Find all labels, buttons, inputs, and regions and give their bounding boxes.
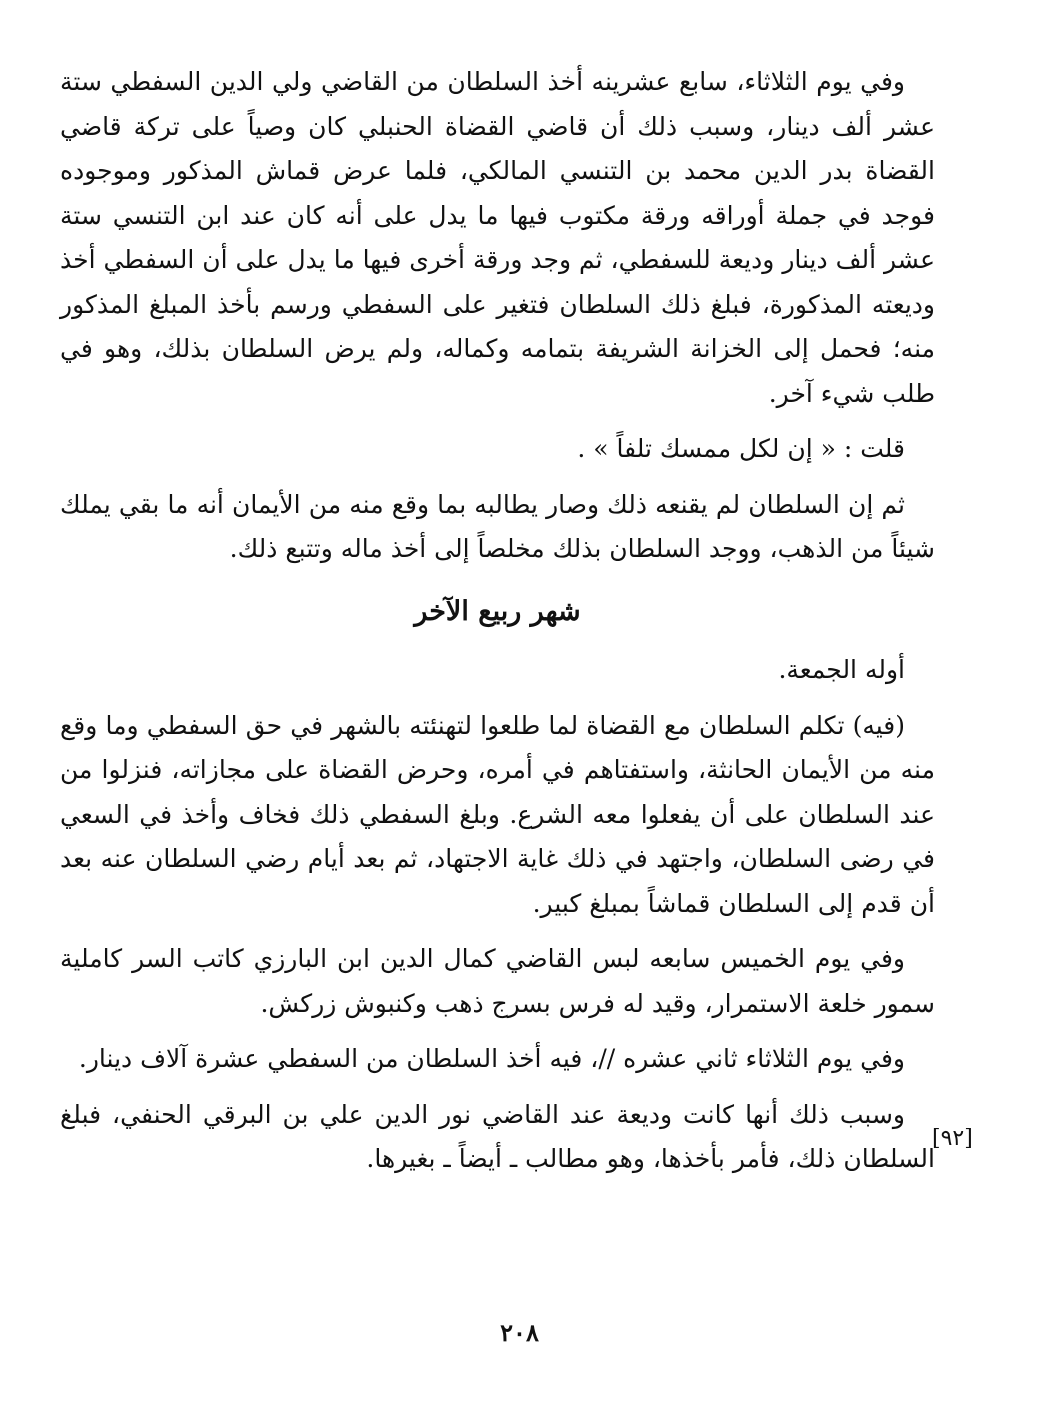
page-body — [60, 60, 935, 1193]
section-heading: شهر ربيع الآخر — [414, 595, 581, 627]
paragraph-judges: (فيه) تكلم السلطان مع القضاة لما طلعوا لتهنئته بالشهر في حق السفطي وما وقع منه من الأيمان الحانثة، واستفتاهم في أمره، وحرض القضاة على مجازاته، فنزلوا من عند السلطان على أن يفعلوا معه الشرع. وبلغ السفطي ذلك فخاف وأخذ في السعي في رضى السلطان، واجتهد في ذلك غاية الاجتهاد، ثم بعد أيام رضي السلطان عنه بعد أن قدم إلى السلطان قماشاً بمبلغ كبير. — [60, 710, 935, 918]
page-number: ٢٠٨ — [500, 1318, 539, 1347]
paragraph-month-start: أوله الجمعة. — [778, 655, 905, 684]
paragraph-tuesday: وفي يوم الثلاثاء ثاني عشره //، فيه أخذ السلطان من السفطي عشرة آلاف دينار. — [78, 1044, 905, 1073]
paragraph-oaths: ثم إن السلطان لم يقنعه ذلك وصار يطالبه بما وقع منه من الأيمان أنه ما بقي يملك شيئاً من الذهب، ووجد السلطان بذلك مخلصاً إلى أخذ ماله وتتبع ذلك. — [60, 489, 935, 563]
margin-folio-note: [٩٢] — [932, 1126, 973, 1151]
paragraph-thursday: وفي يوم الخميس سابعه لبس القاضي كمال الدين ابن البارزي كاتب السر كاملية سمور خلعة الاستمرار، وقيد له فرس بسرج ذهب وكنبوش زركش. — [60, 944, 935, 1018]
paragraph-sultan-seizure: وفي يوم الثلاثاء، سابع عشرينه أخذ السلطان من القاضي ولي الدين السفطي ستة عشر ألف دينار، وسبب ذلك أن قاضي القضاة الحنبلي كان وصياً على تركة قاضي القضاة بدر الدين محمد بن التنسي المالكي، فلما عرض قماش المذكور وموجوده فوجد في جملة أوراقه ورقة مكتوب فيها ما يدل على أنه كان عند ابن التنسي ستة عشر ألف دينار وديعة للسفطي، ثم وجد ورقة أخرى فيها ما يدل على أن السفطي أخذ وديعته المذكورة، فبلغ ذلك السلطان فتغير على السفطي ورسم بأخذ المبلغ المذكور منه؛ فحمل إلى الخزانة الشريفة بتمامه وكماله، ولم يرض السلطان بذلك، وهو في طلب شيء آخر. — [60, 67, 935, 408]
paragraph-deposit: وسبب ذلك أنها كانت وديعة عند القاضي نور الدين علي بن البرقي الحنفي، فبلغ السلطان ذلك، فأمر بأخذها، وهو مطالب ـ أيضاً ـ بغيرها. — [60, 1099, 935, 1173]
paragraph-quote: قلت : « إن لكل ممسك تلفاً » . — [577, 434, 905, 463]
